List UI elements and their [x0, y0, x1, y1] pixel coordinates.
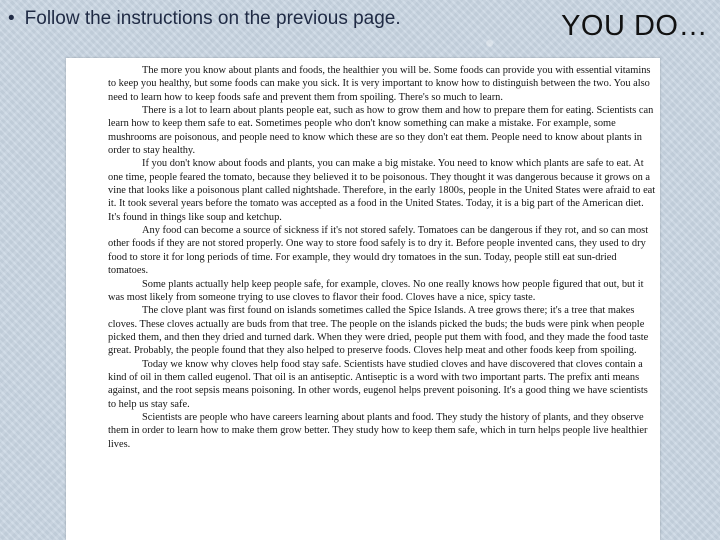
paragraph: Any food can become a source of sickness if it's not stored safely. Tomatoes can be dangerous if they rot, and so can most other foods if they are not stored properly. One way to store food safely is to dry it. Before people invented cans, they used to dry food to store it for long periods of time. For example, they would dry tomatoes in the sun. Today, people still eat sun-dried tomatoes. — [108, 225, 649, 277]
reading-passage-text — [108, 64, 656, 451]
slide-heading: YOU DO… — [561, 10, 708, 42]
instruction-bullet — [8, 8, 401, 30]
reading-passage-page — [66, 58, 660, 540]
paragraph: Some plants actually help keep people safe, for example, cloves. No one really knows how people figured that out, but it was most likely from someone trying to use cloves to flavor their food. Cloves have a nice, spicy taste. — [108, 278, 644, 303]
bullet-dot: • — [8, 8, 15, 29]
paragraph: The more you know about plants and foods, the healthier you will be. Some foods can provide you with essential vitamins to keep you healthy, but some foods can make you sick. It is very important to know how to distinguish between the two. You also need to learn how to keep foods safe and prevent them from spoiling. There's so much to learn. — [108, 65, 651, 103]
instruction-text: Follow the instructions on the previous page. — [24, 8, 401, 29]
paragraph: There is a lot to learn about plants people eat, such as how to grow them and how to prepare them for eating. Scientists can learn how to keep them safe to eat. Sometimes people who don't know something can make a mistake. For example, some mushrooms are poisonous, and people need to know which these are so they don't eat them. People need to know about plants in order to stay healthy. — [108, 105, 654, 157]
paragraph: Scientists are people who have careers learning about plants and food. They study the history of plants, and they observe them in order to learn how to make them grow better. They study how to keep them safe, which in turn helps people live healthier lives. — [108, 411, 648, 450]
paragraph: If you don't know about foods and plants, you can make a big mistake. You need to know which plants are safe to eat. At one time, people feared the tomato, because they believed it to be poisonous. They thought it was dangerous because it grows on a vine that looks like a poisonous plant called nightshade. Therefore, in the early 1800s, people in the United States were afraid to eat it. It took several years before the tomato was accepted as a food in the United States. Today, it is a big part of the American diet. It's found in things like soup and ketchup. — [108, 158, 656, 223]
paragraph: The clove plant was first found on islands sometimes called the Spice Islands. A tree grows there; it's a tree that makes cloves. These cloves actually are buds from that tree. The people on the islands picked the buds; the buds were pink when people picked them, and then they dried and turned dark. When they were dried, people put them with food, and they made the food taste great. Probably, the people found that they also helped to preserve foods. Cloves help meat and other foods keep from spoiling. — [108, 305, 649, 357]
paragraph: Today we know why cloves help food stay safe. Scientists have studied cloves and have discovered that cloves contain a kind of oil in them called eugenol. That oil is an antiseptic. Antiseptic is a word with two important parts. The prefix anti means against, and the root sepsis means poisoning. In other words, eugenol helps prevent poisoning. It's a good thing we have scientists to help us stay safe. — [108, 358, 648, 410]
